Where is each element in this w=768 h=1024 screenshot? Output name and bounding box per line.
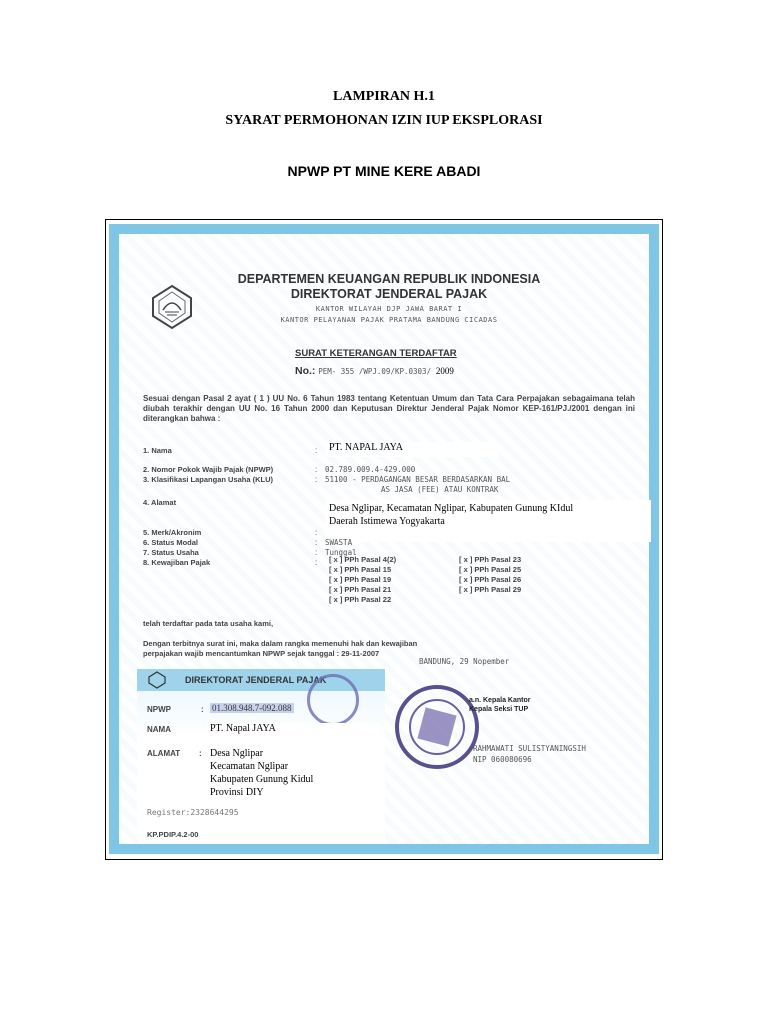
department-title	[219, 272, 559, 302]
kewajiban-label: 8. Kewajiban Pajak	[143, 558, 211, 567]
card-alamat-line: Desa Nglipar	[210, 748, 264, 759]
tax-item: [ x ] PPh Pasal 22	[329, 595, 392, 604]
npwp-label: 2. Nomor Pokok Wajib Pajak (NPWP)	[143, 465, 274, 474]
kantor-line-2: Kepala Seksi TUP	[469, 706, 529, 713]
npwp-card	[137, 669, 385, 844]
card-alamat-line: Provinsi DIY	[210, 787, 264, 798]
klu-label: 3. Klasifikasi Lapangan Usaha (KLU)	[143, 475, 274, 484]
alamat-line-2: Daerah Istimewa Yogyakarta	[329, 516, 445, 527]
tax-item: [ x ] PPh Pasal 23	[459, 555, 522, 564]
intro-paragraph: Sesuai dengan Pasal 2 ayat ( 1 ) UU No. 6 Tahun 1983 tentang Ketentuan Umum dan Tata Cara Perpajakan sebagaimana telah diubah terakhir dengan UU No. 16 Tahun 2000 dan Keputusan Direktur Jenderal Pajak Nomor KEP-161/PJ./2001 dengan ini diterangkan bahwa :	[143, 394, 635, 423]
document-number	[295, 365, 456, 377]
tax-item: [ x ] PPh Pasal 4(2)	[329, 555, 397, 564]
city-date: BANDUNG, 29 Nopember	[419, 657, 510, 666]
kantor-line-1: a.n. Kepala Kantor	[469, 697, 531, 704]
alamat-value	[325, 500, 651, 542]
klu-value-line-1: 51100 - PERDAGANGAN BESAR BERDASARKAN BAL	[325, 475, 511, 484]
card-register: Register:2328644295	[147, 808, 239, 817]
office-line-2: KANTOR PELAYANAN PAJAK PRATAMA BANDUNG CICADAS	[280, 316, 498, 324]
signature-authority	[469, 696, 530, 714]
alamat-label: 4. Alamat	[143, 498, 177, 507]
tax-item: [ x ] PPh Pasal 15	[329, 565, 392, 574]
document-number-label: No.:	[295, 365, 316, 377]
klu-value-line-2: AS JASA (FEE) ATAU KONTRAK	[381, 485, 499, 494]
npwp-heading: NPWP PT MINE KERE ABADI	[287, 163, 481, 179]
garuda-emblem-icon	[147, 671, 167, 689]
usaha-value: Tunggal	[325, 548, 357, 557]
tax-item: [ x ] PPh Pasal 19	[329, 575, 392, 584]
tax-item: [ x ] PPh Pasal 29	[459, 585, 522, 594]
office-lines	[219, 304, 559, 326]
tax-item: [ x ] PPh Pasal 21	[329, 585, 392, 594]
card-alamat-colon: :	[199, 749, 202, 758]
page-title: LAMPIRAN H.1	[333, 89, 435, 104]
tax-certificate	[109, 224, 659, 854]
kewajiban-colon: :	[315, 558, 318, 567]
signer-nip: NIP 060080696	[473, 755, 532, 764]
npwp-card-title: DIREKTORAT JENDERAL PAJAK	[185, 675, 327, 685]
closing-line-1: Dengan terbitnya surat ini, maka dalam rangka memenuhi hak dan kewajiban	[143, 639, 418, 648]
modal-label: 6. Status Modal	[143, 538, 199, 547]
garuda-emblem-icon	[147, 282, 197, 332]
department-line-2: DIREKTORAT JENDERAL PAJAK	[290, 287, 488, 301]
nama-label: 1. Nama	[143, 446, 172, 455]
klu-colon: :	[315, 475, 318, 484]
nama-value: PT. NAPAL JAYA	[325, 442, 499, 457]
card-npwp-value: 01.308.948.7-092.088	[212, 703, 292, 713]
card-seal	[307, 674, 359, 726]
tax-item: [ x ] PPh Pasal 25	[459, 565, 522, 574]
page-subtitle: SYARAT PERMOHONAN IZIN IUP EKSPLORASI	[225, 113, 543, 128]
npwp-colon: :	[315, 465, 318, 474]
registered-text: telah terdaftar pada tata usaha kami,	[143, 619, 274, 628]
modal-value: SWASTA	[325, 538, 353, 547]
closing-line-2: perpajakan wajib mencantumkan NPWP sejak tanggal : 29-11-2007	[143, 649, 380, 658]
card-alamat-line: Kecamatan Nglipar	[210, 761, 289, 772]
office-stamp	[395, 685, 479, 769]
npwp-value: 02.789.009.4-429.000	[325, 465, 416, 474]
signer-block	[473, 743, 586, 765]
card-nama-value: PT. Napal JAYA	[207, 723, 380, 739]
document-image-frame	[105, 219, 663, 860]
modal-colon: :	[315, 538, 318, 547]
alamat-line-1: Desa Nglipar, Kecamatan Nglipar, Kabupaten Gunung KIdul	[329, 503, 574, 514]
department-line-1: DEPARTEMEN KEUANGAN REPUBLIK INDONESIA	[237, 272, 541, 286]
card-npwp-label: NPWP	[147, 705, 171, 714]
card-npwp-colon: :	[201, 705, 204, 714]
card-alamat-value	[207, 747, 382, 805]
document-title: SURAT KETERANGAN TERDAFTAR	[295, 348, 457, 359]
card-alamat-line: Kabupaten Gunung Kidul	[210, 774, 314, 785]
usaha-colon: :	[315, 548, 318, 557]
signer-name: RAHMAWATI SULISTYANINGSIH	[473, 744, 586, 753]
nama-colon: :	[315, 446, 318, 455]
card-form-code: KP.PDIP.4.2-00	[147, 830, 199, 839]
certificate-background	[119, 234, 649, 844]
merk-colon: :	[315, 528, 318, 537]
tax-item: [ x ] PPh Pasal 26	[459, 575, 522, 584]
office-line-1: KANTOR WILAYAH DJP JAWA BARAT I	[315, 305, 463, 313]
card-alamat-label: ALAMAT	[147, 749, 181, 758]
usaha-label: 7. Status Usaha	[143, 548, 199, 557]
document-number-value: PEM- 355 /WPJ.09/KP.0303/	[318, 367, 432, 376]
card-nama-label: NAMA	[147, 725, 171, 734]
merk-label: 5. Merk/Akronim	[143, 528, 202, 537]
document-number-year: 2009	[435, 366, 454, 376]
